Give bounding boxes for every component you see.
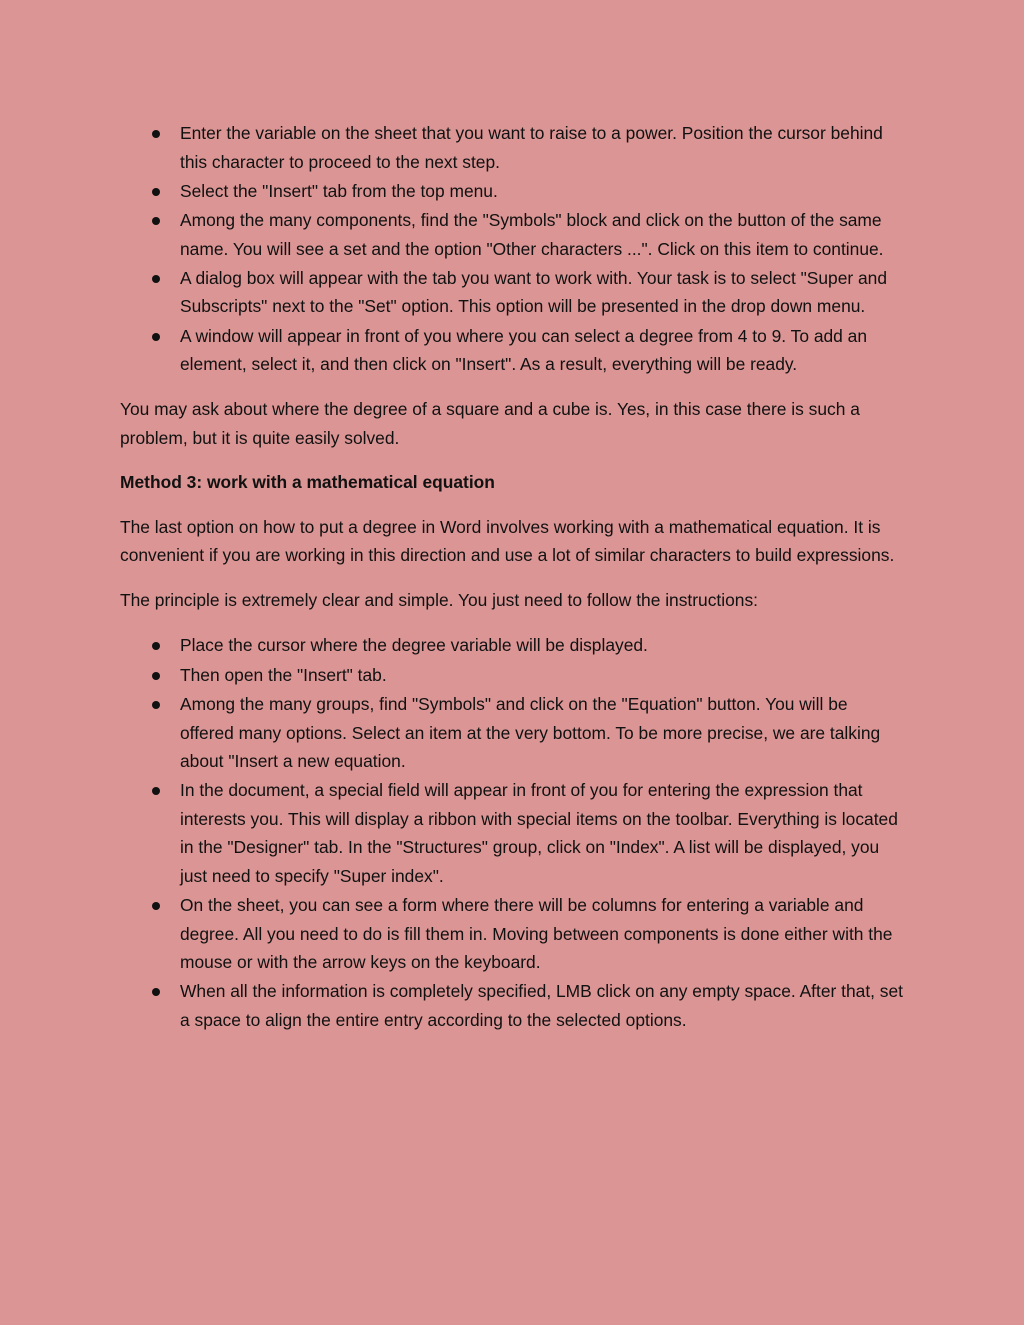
- list-item-text: Select the "Insert" tab from the top menu.: [180, 180, 498, 201]
- bullet-icon: [152, 275, 160, 283]
- bullet-icon: [152, 701, 160, 709]
- list-item-text: Then open the "Insert" tab.: [180, 664, 387, 685]
- list-item-text: Place the cursor where the degree variable will be displayed.: [180, 635, 648, 656]
- list-item: [120, 891, 906, 977]
- list-item: [120, 690, 906, 776]
- bullet-icon: [152, 902, 160, 910]
- list-item: [120, 776, 906, 890]
- bullet-icon: [152, 333, 160, 341]
- steps-list-symbols: [120, 119, 906, 379]
- bullet-icon: [152, 130, 160, 138]
- bullet-icon: [152, 642, 160, 650]
- list-item: [120, 322, 906, 379]
- paragraph-square-cube: You may ask about where the degree of a square and a cube is. Yes, in this case there is such a problem, but it is quite easily solved.: [120, 399, 860, 448]
- list-item: [120, 206, 906, 263]
- bullet-icon: [152, 787, 160, 795]
- list-item-text: On the sheet, you can see a form where there will be columns for entering a variable and degree. All you need to do is fill them in. Moving between components is done either with the mouse or with the arrow keys on the keyboard.: [180, 895, 893, 973]
- section-heading: Method 3: work with a mathematical equation: [120, 472, 495, 493]
- list-item: [120, 631, 906, 660]
- bullet-icon: [152, 672, 160, 680]
- list-item: [120, 661, 906, 690]
- list-item-text: When all the information is completely specified, LMB click on any empty space. After that, set a space to align the entire entry according to the selected options.: [180, 981, 904, 1030]
- list-item-text: Enter the variable on the sheet that you want to raise to a power. Position the cursor behind this character to proceed to the next step.: [180, 123, 883, 172]
- list-item: [120, 264, 906, 321]
- list-item-text: A dialog box will appear with the tab you want to work with. Your task is to select "Super and Subscripts" next to the "Set" option. This option will be presented in the drop down menu.: [180, 267, 888, 317]
- list-item-text: A window will appear in front of you where you can select a degree from 4 to 9. To add an element, select it, and then click on "Insert". As a result, everything will be ready.: [180, 325, 868, 375]
- paragraph-method-intro: The last option on how to put a degree in Word involves working with a mathematical equation. It is convenient if you are working in this direction and use a lot of similar characters to build expressions.: [120, 516, 895, 566]
- bullet-icon: [152, 988, 160, 996]
- steps-list-equation: [120, 631, 906, 1034]
- bullet-icon: [152, 188, 160, 196]
- list-item-text: In the document, a special field will appear in front of you for entering the expression that interests you. This will display a ribbon with special items on the toolbar. Everything is located in the "Designer" tab. In the "Structures" group, click on "Index". A list will be displayed, you just need to specify "Super index".: [180, 780, 898, 886]
- paragraph-principle: The principle is extremely clear and simple. You just need to follow the instructions:: [120, 589, 758, 610]
- list-item-text: Among the many components, find the "Symbols" block and click on the button of the same name. You will see a set and the option "Other characters ...". Click on this item to continue.: [180, 210, 884, 259]
- list-item: [120, 977, 906, 1034]
- list-item: [120, 119, 906, 176]
- list-item: [120, 177, 906, 206]
- bullet-icon: [152, 217, 160, 225]
- list-item-text: Among the many groups, find "Symbols" and click on the "Equation" button. You will be offered many options. Select an item at the very bottom. To be more precise, we are talking about "Insert a new equation.: [180, 694, 881, 772]
